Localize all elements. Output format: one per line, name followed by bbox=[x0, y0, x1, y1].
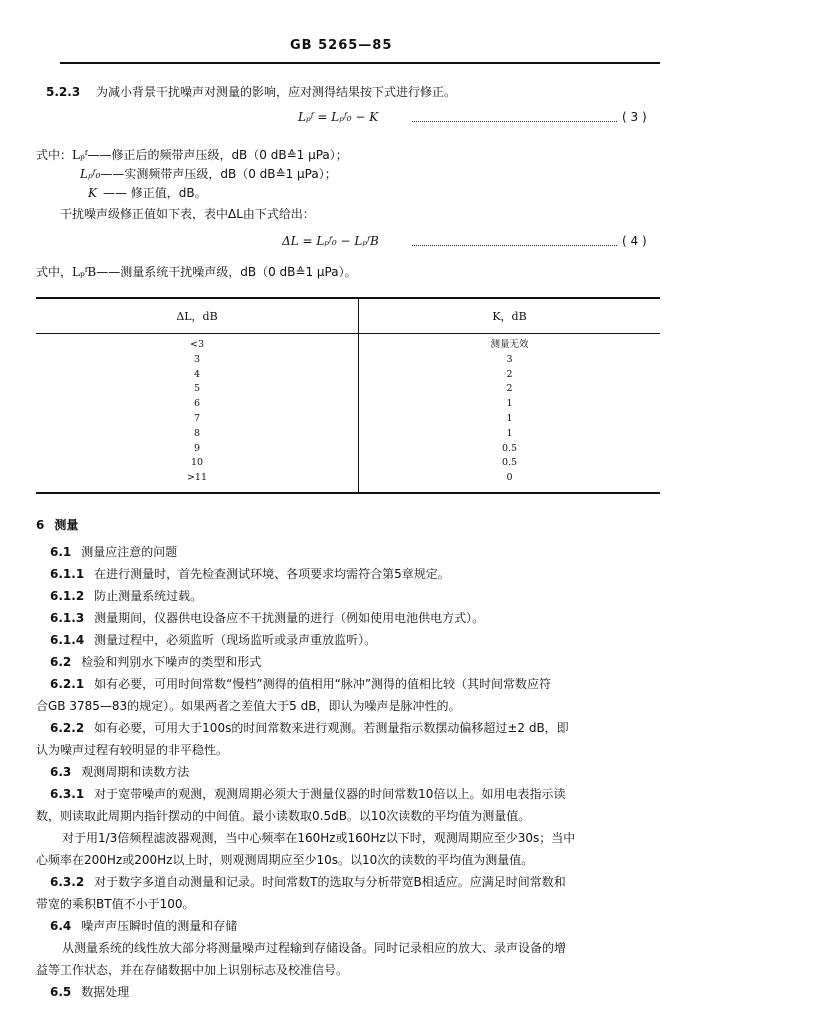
equation-4-tag: ( 4 ) bbox=[622, 234, 647, 248]
definition-lpf0 bbox=[80, 167, 337, 181]
table-row bbox=[36, 368, 660, 383]
table-cell: 0 bbox=[359, 471, 661, 493]
section-6-4-line1: 从测量系统的线性放大部分将测量噪声过程输到存储设备。同时记录相应的放大、录声设备的增 bbox=[62, 941, 567, 955]
section-5-2-3 bbox=[46, 85, 456, 99]
definition-symbol: Lₚᶠ₀ bbox=[80, 167, 101, 181]
header-rule bbox=[60, 62, 660, 64]
section-number: 6.1.4 bbox=[50, 633, 85, 647]
section-number: 6.4 bbox=[50, 919, 72, 933]
section-6-3-1-line3: 对于用1/3倍频程滤波器观测，当中心频率在160Hz或160Hz以下时，观测周期应至少30s；当中 bbox=[62, 831, 576, 845]
table-row bbox=[36, 397, 660, 412]
section-title: 测量 bbox=[54, 518, 79, 532]
table-cell: 测量无效 bbox=[490, 339, 529, 350]
section-6-3-2-line2: 带宽的乘积BT值不小于100。 bbox=[36, 897, 195, 911]
equation-3-tag: ( 3 ) bbox=[622, 110, 647, 124]
section-6-1-4 bbox=[50, 631, 376, 648]
section-6-4 bbox=[50, 917, 237, 934]
section-title: 数据处理 bbox=[81, 985, 130, 999]
table-cell: 6 bbox=[36, 397, 359, 412]
table-cell: 3 bbox=[36, 353, 359, 368]
section-number: 6.3.2 bbox=[50, 875, 85, 889]
table-cell: 8 bbox=[36, 427, 359, 442]
section-6-3-1-line2: 数，则读取此周期内指针摆动的中间值。最小读数取0.5dB。以10次读数的平均值为测量值。 bbox=[36, 809, 531, 823]
section-6-1-1 bbox=[50, 565, 450, 582]
table-cell: 0.5 bbox=[501, 457, 518, 469]
table-row bbox=[36, 412, 660, 427]
table-cell: 1 bbox=[506, 398, 513, 410]
section-6-1-2 bbox=[50, 587, 202, 604]
section-number: 6.2.1 bbox=[50, 677, 85, 691]
equation-3: Lₚᶠ = Lₚᶠ₀ − K bbox=[298, 110, 379, 124]
definition-text: ——测量系统干扰噪声级，dB（0 dB≙1 μPa）。 bbox=[96, 265, 357, 279]
table-cell: 2 bbox=[506, 368, 513, 380]
equation-4-leader bbox=[412, 245, 617, 247]
section-number: 6.3 bbox=[50, 765, 72, 779]
section-text: 为减小背景干扰噪声对测量的影响，应对测得结果按下式进行修正。 bbox=[96, 85, 457, 99]
column-header-delta-l: ΔL，dB bbox=[36, 298, 359, 334]
column-header-k: K，dB bbox=[359, 298, 661, 334]
table-cell: 2 bbox=[506, 383, 513, 395]
section-6-3-1-line4: 心频率在200Hz或200Hz以上时，则观测周期应至少10s。以10次的读数的平均值为测量值。 bbox=[36, 853, 534, 867]
section-title: 噪声声压瞬时值的测量和存储 bbox=[81, 919, 238, 933]
table-row bbox=[36, 442, 660, 457]
equation-3-leader bbox=[412, 121, 617, 123]
section-number: 6.1 bbox=[50, 545, 72, 559]
section-number: 6.5 bbox=[50, 985, 72, 999]
table-row bbox=[36, 334, 660, 353]
intro-delta-l: 干扰噪声级修正值如下表，表中ΔL由下式给出： bbox=[60, 207, 315, 221]
definition-text: ——实测频带声压级，dB（0 dB≙1 μPa）； bbox=[100, 167, 337, 181]
table-cell: 4 bbox=[36, 368, 359, 383]
table-cell: 5 bbox=[36, 382, 359, 397]
section-number: 6.2.2 bbox=[50, 721, 85, 735]
section-number: 5.2.3 bbox=[46, 85, 81, 99]
table-cell: 1 bbox=[506, 412, 513, 424]
equation-4: ΔL = Lₚᶠ₀ − LₚᶠB bbox=[282, 234, 379, 248]
table-cell: 7 bbox=[36, 412, 359, 427]
table-cell: 10 bbox=[36, 456, 359, 471]
section-title: 检验和判别水下噪声的类型和形式 bbox=[81, 655, 262, 669]
section-title: 测量应注意的问题 bbox=[81, 545, 178, 559]
section-6-2-1-line1 bbox=[50, 675, 551, 692]
section-text: 对于数字多道自动测量和记录。时间常数T的选取与分析带宽B相适应。应满足时间常数和 bbox=[94, 875, 566, 889]
section-6-3 bbox=[50, 763, 189, 780]
table-cell: 9 bbox=[36, 442, 359, 457]
definition-text: —— 修正值，dB。 bbox=[102, 186, 207, 200]
section-number: 6.3.1 bbox=[50, 787, 85, 801]
section-number: 6.2 bbox=[50, 655, 72, 669]
section-6-3-2-line1 bbox=[50, 873, 566, 890]
section-number: 6.1.1 bbox=[50, 567, 85, 581]
table-row bbox=[36, 456, 660, 471]
section-6-4-line2: 益等工作状态，并在存储数据中加上识别标志及校准信号。 bbox=[36, 963, 349, 977]
table-row bbox=[36, 427, 660, 442]
definition-text: ——修正后的频带声压级，dB（0 dB≙1 μPa）； bbox=[87, 148, 348, 162]
section-text: 测量期间，仪器供电设备应不干扰测量的进行（例如使用电池供电方式）。 bbox=[94, 611, 485, 625]
table-cell: >11 bbox=[36, 471, 359, 493]
section-title: 观测周期和读数方法 bbox=[81, 765, 190, 779]
section-6-2-1-line2: 合GB 3785—83的规定）。如果两者之差值大于5 dB，即认为噪声是脉冲性的。 bbox=[36, 699, 461, 713]
definition-symbol: 式中：Lₚᶠ bbox=[36, 148, 88, 162]
section-6-heading bbox=[36, 516, 78, 533]
section-number: 6 bbox=[36, 518, 45, 532]
definition-k bbox=[88, 186, 207, 200]
table-cell: 0.5 bbox=[501, 442, 518, 454]
section-6-1-3 bbox=[50, 609, 484, 626]
section-6-2 bbox=[50, 653, 261, 670]
table-row bbox=[36, 353, 660, 368]
section-text: 对于宽带噪声的观测，观测周期必须大于测量仪器的时间常数10倍以上。如用电表指示读 bbox=[94, 787, 566, 801]
table-row bbox=[36, 382, 660, 397]
section-text: 在进行测量时，首先检查测试环境、各项要求均需符合第5章规定。 bbox=[94, 567, 450, 581]
definition-symbol: K bbox=[88, 186, 97, 200]
table-cell: 1 bbox=[506, 427, 513, 439]
correction-table bbox=[36, 297, 660, 494]
table-cell: <3 bbox=[36, 334, 359, 353]
section-text: 如有必要，可用大于100s的时间常数来进行观测。若测量指示数摆动偏移超过±2 dB，即 bbox=[94, 721, 569, 735]
section-6-1 bbox=[50, 543, 177, 560]
table-row bbox=[36, 471, 660, 493]
section-number: 6.1.2 bbox=[50, 589, 85, 603]
section-text: 防止测量系统过载。 bbox=[94, 589, 203, 603]
section-text: 测量过程中，必须监听（现场监听或录声重放监听）。 bbox=[94, 633, 377, 647]
table-cell: 3 bbox=[506, 353, 513, 365]
definition-lpf bbox=[36, 148, 348, 162]
definition-symbol: 式中，LₚᶠB bbox=[36, 265, 97, 279]
section-text: 如有必要，可用时间常数“慢档”测得的值相用“脉冲”测得的值相比较（其时间常数应符 bbox=[94, 677, 552, 691]
definition-lpfb bbox=[36, 265, 357, 279]
section-6-2-2-line1 bbox=[50, 719, 569, 736]
table-header-row bbox=[36, 298, 660, 334]
section-number: 6.1.3 bbox=[50, 611, 85, 625]
section-6-3-1-line1 bbox=[50, 785, 565, 802]
standard-number-header: GB 5265—85 bbox=[290, 38, 393, 53]
section-6-5 bbox=[50, 983, 129, 1000]
section-6-2-2-line2: 认为噪声过程有较明显的非平稳性。 bbox=[36, 743, 229, 757]
